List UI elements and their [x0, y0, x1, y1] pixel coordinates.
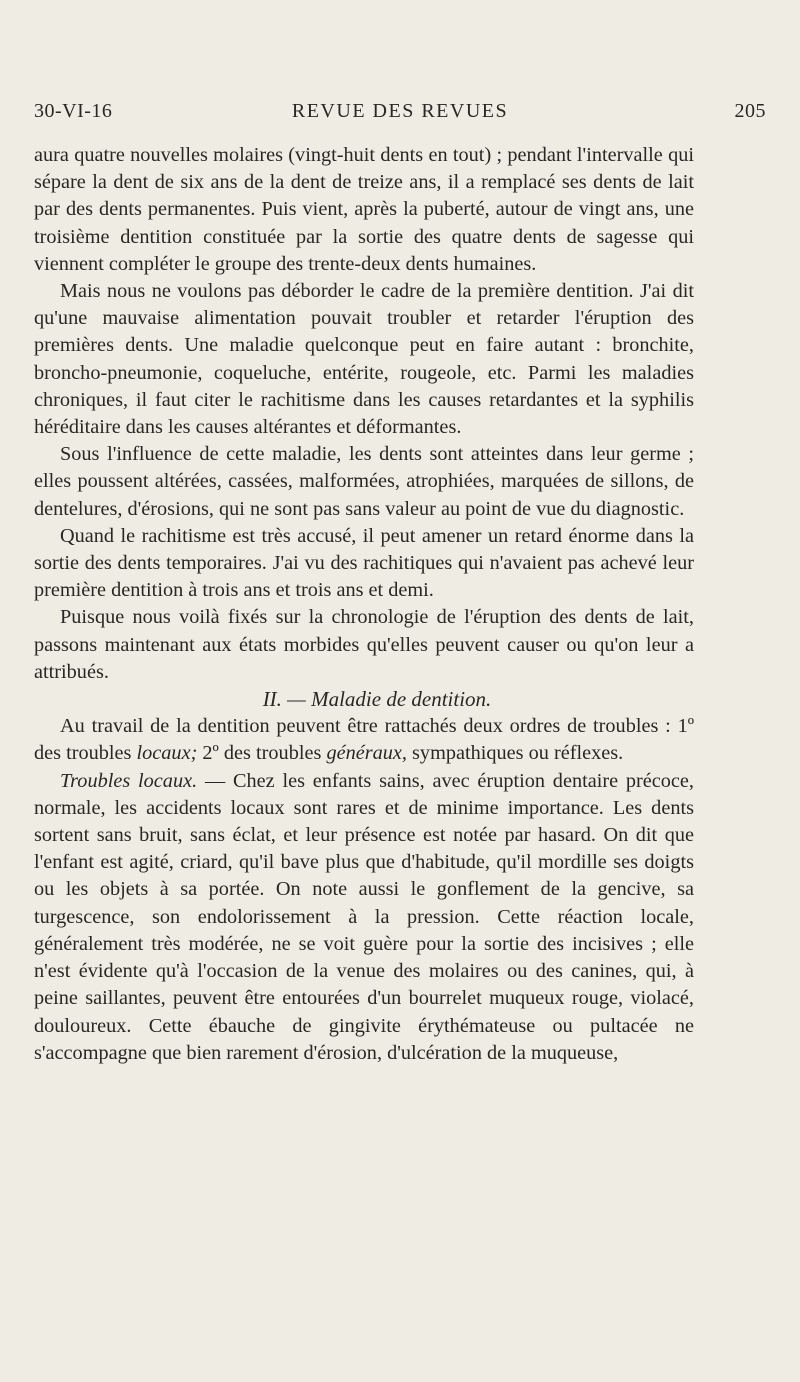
paragraph-2: Mais nous ne voulons pas déborder le cadre de la première dentition. J'ai dit qu'une mauvaise alimentation pouvait troubler et retarder l'éruption des premières dents. Une maladie quelconque peut en faire autant : bronchite, broncho-pneumonie, coqueluche, entérite, rougeole, etc. Parmi les maladies chroniques, il faut citer le rachitisme dans les causes retardantes et la syphilis héréditaire dans les causes altérantes et déformantes.: [34, 280, 694, 439]
paragraph-6-emphasis-2: généraux,: [326, 742, 407, 765]
paragraph-6-text-a: Au travail de la dentition peuvent être rattachés deux ordres de troubles : 1º des troubles: [34, 715, 694, 765]
paragraph-6-text-b: 2º des troubles: [197, 742, 327, 765]
running-header: [34, 100, 766, 130]
header-title: REVUE DES REVUES: [291, 100, 509, 122]
paragraph-4: Quand le rachitisme est très accusé, il peut amener un retard énorme dans la sortie des dents temporaires. J'ai vu des rachitiques qui n'avaient pas achevé leur première dentition à trois ans et trois ans et demi.: [34, 524, 694, 602]
paragraph-6: [34, 713, 694, 767]
body-text: [34, 142, 694, 1067]
header-date: 30-VI-16: [34, 100, 113, 122]
paragraph-6-emphasis-1: locaux;: [136, 742, 198, 765]
paragraph-5: Puisque nous voilà fixés sur la chronologie de l'éruption des dents de lait, passons maintenant aux états morbides qu'elles peuvent causer ou qu'on leur a attribués.: [34, 606, 694, 683]
paragraph-3: Sous l'influence de cette maladie, les dents sont atteintes dans leur germe ; elles poussent altérées, cassées, malformées, atrophiées, marquées de sillons, de dentelures, d'érosions, qui ne sont pas sans valeur au point de vue du diagnostic.: [34, 443, 694, 520]
paragraph-1: aura quatre nouvelles molaires (vingt-huit dents en tout) ; pendant l'intervalle qui sépare la dent de six ans de la dent de treize ans, il a remplacé ses dents de lait par des dents permanentes. Puis vient, après la puberté, autour de vingt ans, une troisième dentition constituée par la sortie des quatre dents de sagesse qui viennent compléter le groupe des trente-deux dents humaines.: [34, 144, 694, 275]
paragraph-7-text: — Chez les enfants sains, avec éruption dentaire précoce, normale, les accidents locaux sont rares et de minime importance. Les dents sortent sans bruit, sans éclat, et leur présence est notée par hasard. On dit que l'enfant est agité, criard, qu'il bave plus que d'habitude, qu'il mordille ses doigts ou les objets à sa portée. On note aussi le gonflement de la gencive, sa turgescence, son endolorissement à la pression. Cette réaction locale, généralement très modérée, ne se voit guère pour la sortie des incisives ; elle n'est évidente qu'à l'occasion de la venue des molaires ou des canines, qui, à peine saillantes, peuvent être entourées d'un bourrelet muqueux rouge, violacé, douloureux. Cette ébauche de gingivite érythémateuse ou pultacée ne s'accompagne que bien rarement d'érosion, d'ulcération de la muqueuse,: [34, 769, 694, 1064]
paragraph-7-heading: Troubles locaux.: [60, 769, 198, 792]
paragraph-7: [34, 768, 694, 1067]
page-number: 205: [734, 100, 766, 122]
section-title: II. — Maladie de dentition.: [262, 687, 492, 712]
paragraph-6-text-c: sympathiques ou réflexes.: [406, 742, 624, 765]
